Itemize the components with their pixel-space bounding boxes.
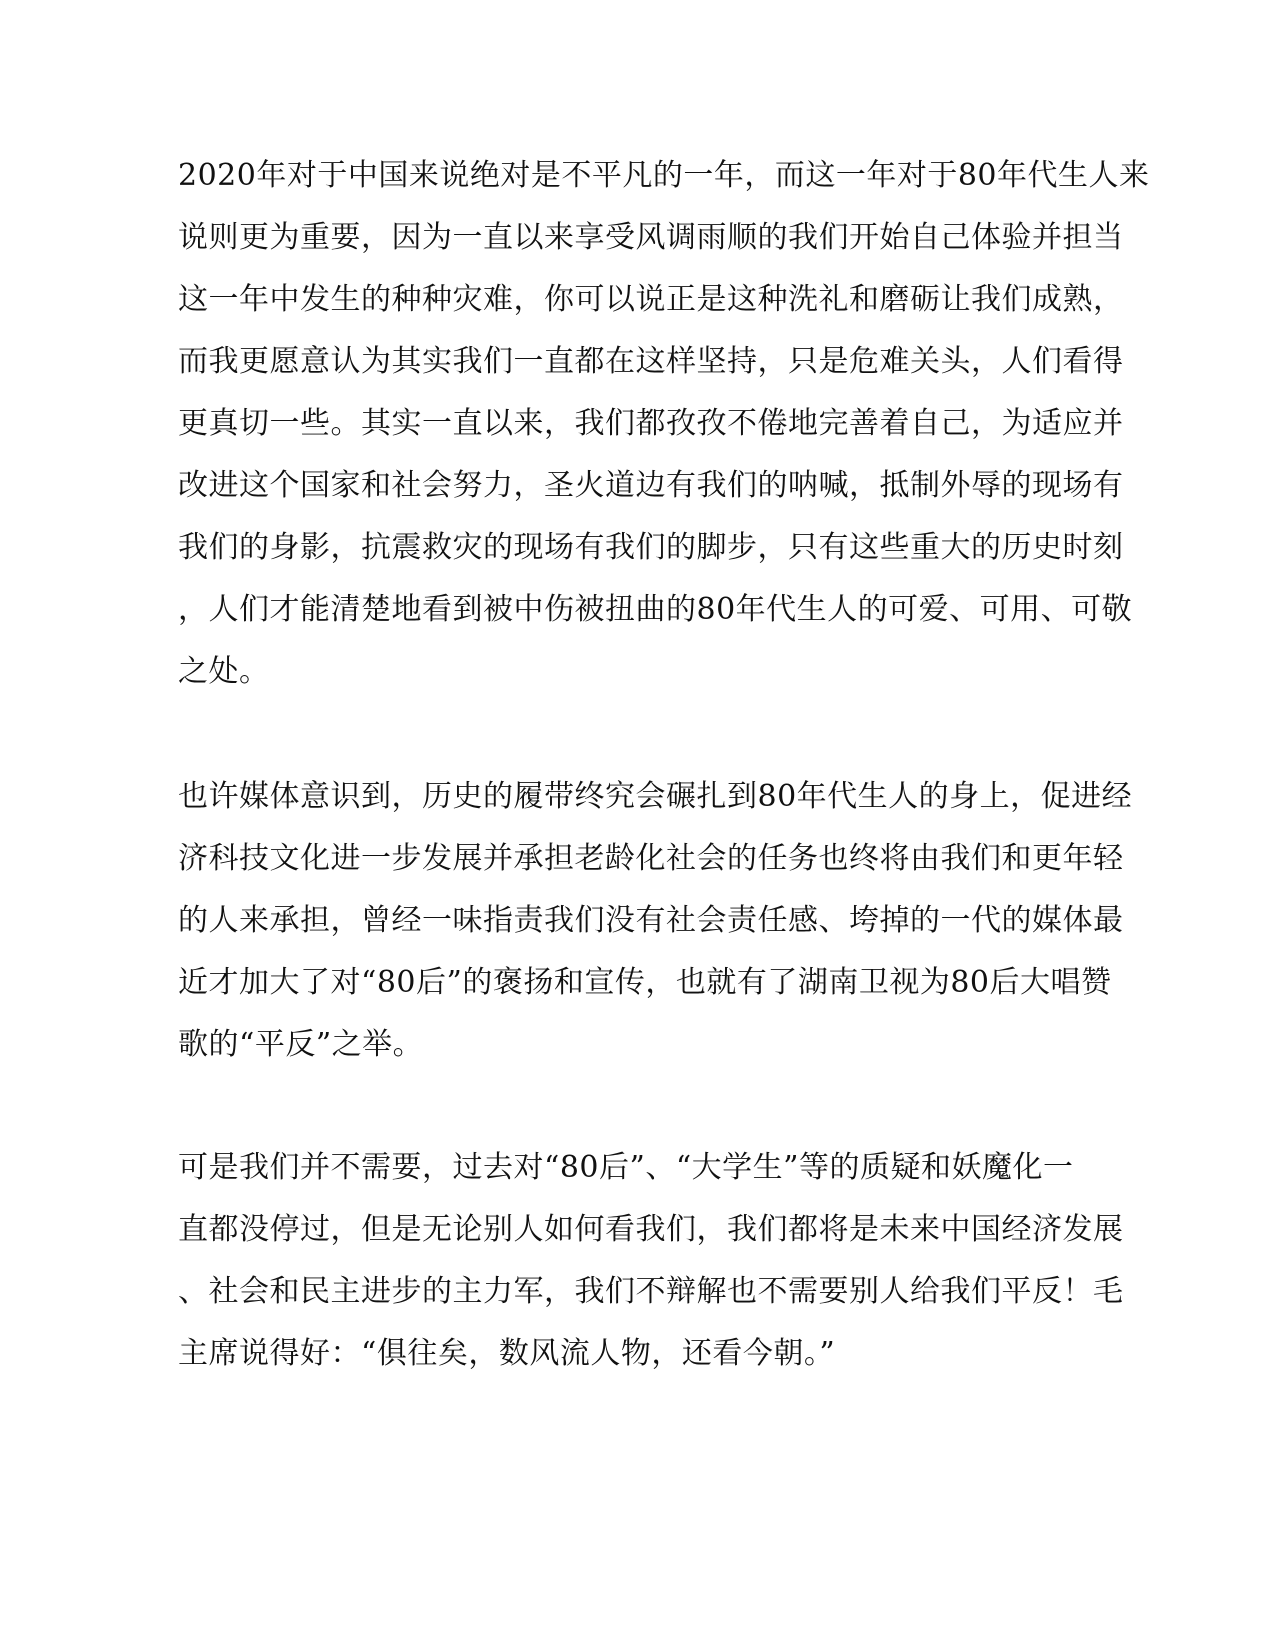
text-line: 直都没停过，但是无论别人如何看我们，我们都将是未来中国经济发展 <box>178 1212 1124 1247</box>
text-line: 我们的身影，抗震救灾的现场有我们的脚步，只有这些重大的历史时刻 <box>178 530 1124 565</box>
text-line: 可是我们并不需要，过去对“80后”、“大学生”等的质疑和妖魔化一 <box>178 1150 1074 1185</box>
text-line: 济科技文化进一步发展并承担老龄化社会的任务也终将由我们和更年轻 <box>178 841 1124 876</box>
text-line: 也许媒体意识到，历史的履带终究会碾扎到80年代生人的身上，促进经 <box>178 779 1133 814</box>
text-line: 、社会和民主进步的主力军，我们不辩解也不需要别人给我们平反！毛 <box>178 1274 1124 1309</box>
paragraph-2 <box>178 766 1133 1076</box>
text-line: 2020年对于中国来说绝对是不平凡的一年，而这一年对于80年代生人来 <box>178 158 1150 193</box>
text-line: 主席说得好：“俱往矣，数风流人物，还看今朝。” <box>178 1336 836 1371</box>
text-line: ，人们才能清楚地看到被中伤被扭曲的80年代生人的可爱、可用、可敬 <box>178 592 1133 627</box>
text-line: 的人来承担，曾经一味指责我们没有社会责任感、垮掉的一代的媒体最 <box>178 903 1124 938</box>
text-line: 之处。 <box>178 654 270 689</box>
text-line: 近才加大了对“80后”的褒扬和宣传，也就有了湖南卫视为80后大唱赞 <box>178 965 1112 1000</box>
text-line: 改进这个国家和社会努力，圣火道边有我们的呐喊，抵制外辱的现场有 <box>178 468 1124 503</box>
paragraph-3 <box>178 1137 1124 1385</box>
paragraph-1 <box>178 145 1150 703</box>
text-line: 这一年中发生的种种灾难，你可以说正是这种洗礼和磨砺让我们成熟， <box>178 282 1124 317</box>
text-line: 歌的“平反”之举。 <box>178 1027 424 1062</box>
text-line: 而我更愿意认为其实我们一直都在这样坚持，只是危难关头，人们看得 <box>178 344 1124 379</box>
text-line: 更真切一些。其实一直以来，我们都孜孜不倦地完善着自己，为适应并 <box>178 406 1124 441</box>
text-line: 说则更为重要，因为一直以来享受风调雨顺的我们开始自己体验并担当 <box>178 220 1124 255</box>
